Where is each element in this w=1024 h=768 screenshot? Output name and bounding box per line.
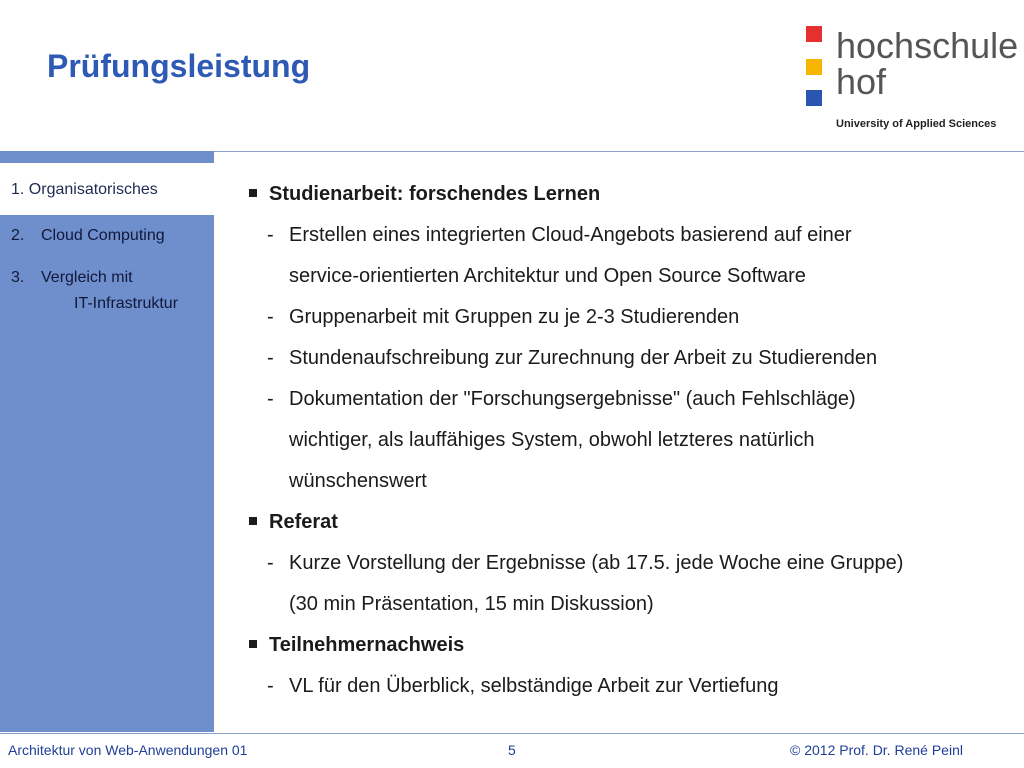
bullet-text: Studienarbeit: forschendes Lernen bbox=[269, 183, 601, 205]
bullet-square-icon bbox=[249, 640, 257, 648]
dash-marker: - bbox=[267, 388, 274, 410]
sub-item-text: VL für den Überblick, selbständige Arbeit zur Vertiefung bbox=[289, 675, 779, 697]
sub-item-text: Gruppenarbeit mit Gruppen zu je 2-3 Studierenden bbox=[289, 306, 740, 328]
logo-wordmark-line2: hof bbox=[836, 61, 887, 102]
sidebar-item-label: Cloud Computing bbox=[41, 227, 165, 244]
sub-item-text: wünschenswert bbox=[289, 470, 427, 492]
sidebar-item-number: 2. bbox=[11, 227, 25, 244]
dash-marker: - bbox=[267, 347, 274, 369]
sub-item-text: wichtiger, als lauffähiges System, obwohl letzteres natürlich bbox=[289, 429, 815, 451]
bullet-square-icon bbox=[249, 517, 257, 525]
bullet-square-icon bbox=[249, 189, 257, 197]
logo-red-square bbox=[806, 26, 822, 42]
sidebar-item-number: 3. bbox=[11, 269, 25, 286]
dash-marker: - bbox=[267, 675, 274, 697]
sub-item-text: Kurze Vorstellung der Ergebnisse (ab 17.5. jede Woche eine Gruppe) bbox=[289, 552, 904, 574]
bullet-text: Referat bbox=[269, 511, 338, 533]
sidebar-item-organisatorisches[interactable] bbox=[0, 163, 214, 215]
header-divider bbox=[214, 151, 1024, 152]
sub-item-text: (30 min Präsentation, 15 min Diskussion) bbox=[289, 593, 654, 615]
sub-item-text: Stundenaufschreibung zur Zurechnung der Arbeit zu Studierenden bbox=[289, 347, 878, 369]
logo-wordmark-line1: hochschule bbox=[836, 25, 1019, 66]
dash-marker: - bbox=[267, 224, 274, 246]
sidebar-item-label: Vergleich mit bbox=[41, 269, 133, 286]
sub-item-text: Erstellen eines integrierten Cloud-Angebots basierend auf einer bbox=[289, 224, 852, 246]
bullet-text: Teilnehmernachweis bbox=[269, 634, 465, 656]
footer-copyright: © 2012 Prof. Dr. René Peinl bbox=[790, 742, 963, 758]
sidebar-panel bbox=[0, 215, 214, 732]
hochschule-hof-logo bbox=[806, 25, 1019, 136]
footer-course-title: Architektur von Web-Anwendungen 01 bbox=[8, 742, 248, 758]
slide-title: Prüfungsleistung bbox=[47, 48, 311, 84]
sub-item-text: service-orientierten Architektur und Open Source Software bbox=[289, 265, 806, 287]
sidebar-top-bar bbox=[0, 151, 214, 163]
dash-marker: - bbox=[267, 552, 274, 574]
sidebar-item-label: 1. Organisatorisches bbox=[11, 181, 158, 198]
footer-page-number: 5 bbox=[508, 742, 516, 758]
footer-divider bbox=[0, 733, 1024, 734]
logo-blue-square bbox=[806, 90, 822, 106]
sidebar-item-label-line2: IT-Infrastruktur bbox=[74, 295, 179, 312]
dash-marker: - bbox=[267, 306, 274, 328]
logo-yellow-square bbox=[806, 59, 822, 75]
sub-item-text: Dokumentation der "Forschungsergebnisse" (auch Fehlschläge) bbox=[289, 388, 856, 410]
logo-tagline: University of Applied Sciences bbox=[836, 118, 997, 130]
